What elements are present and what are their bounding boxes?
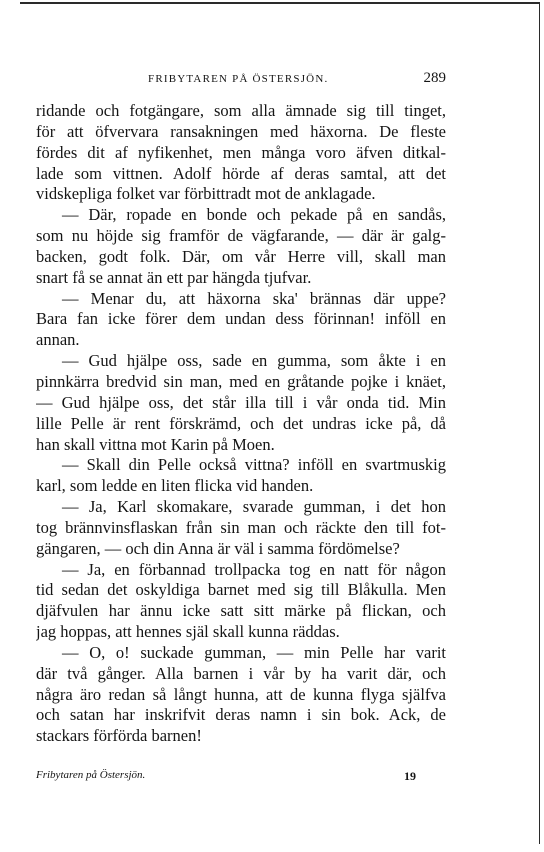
text-line: — O, o! suckade gumman, — min Pelle har varit xyxy=(62,642,446,662)
text-line: gängaren, — och din Anna är väl i samma fördömelse? xyxy=(36,538,400,558)
footer-title: Fribytaren på Östersjön. xyxy=(36,769,146,781)
text-line: jag hoppas, att hennes själ skall kunna räddas. xyxy=(36,622,340,642)
text-line: vidskepliga folket var förbittradt mot de anklagade. xyxy=(36,184,376,204)
text-line: tid sedan det oskyldiga barnet med sig till Blåkulla. Men xyxy=(36,580,446,600)
text-line: ridande och fotgängare, som alla ämnade sig till tinget, xyxy=(36,101,446,120)
text-line: djäfvulen har ännu icke satt sitt märke på flickan, och xyxy=(36,601,446,621)
text-line: för att öfvervara ransakningen med häxorna. De fleste xyxy=(36,121,446,141)
text-line: snart få se annat än ett par hängda tjufvar. xyxy=(36,267,312,287)
text-line: lille Pelle är rent förskrämd, och det undras icke på, då xyxy=(36,413,446,433)
text-line: där två gånger. Alla barnen i vår by ha varit där, och xyxy=(36,663,446,683)
text-line: — Gud hjälpe oss, sade en gumma, som åkte i en xyxy=(62,351,446,371)
text-line: han skall vittna mot Karin på Moen. xyxy=(36,434,275,454)
text-line: några äro redan så långt hunna, att de kunna flyga själfva xyxy=(36,684,446,704)
text-line: — Skall din Pelle också vittna? inföll en svartmuskig xyxy=(62,455,446,475)
text-line: annan. xyxy=(36,330,80,350)
text-line: som nu höjde sig framför de vägfarande, — där är galg- xyxy=(36,226,446,246)
text-line: Bara fan icke förer dem undan dess förinnan! inföll en xyxy=(36,309,446,329)
running-title: FRIBYTAREN PÅ ÖSTERSJÖN. xyxy=(148,73,329,85)
text-line: lade som vittnen. Adolf hörde af deras samtal, att det xyxy=(36,163,446,183)
right-border-line xyxy=(539,2,540,844)
text-line: och satan har inskrifvit deras namn i sin bok. Ack, de xyxy=(36,705,446,725)
signature-mark: 19 xyxy=(404,769,416,783)
text-line: — Menar du, att häxorna ska' brännas där uppe? xyxy=(62,288,446,308)
top-border-line xyxy=(20,2,540,4)
text-line: — Gud hjälpe oss, det står illa till i vår onda tid. Min xyxy=(36,392,446,412)
text-line: fördes dit af nyfikenhet, men många voro äfven ditkal- xyxy=(36,142,446,162)
page-header xyxy=(36,70,446,90)
text-line: — Ja, en förbannad trollpacka tog en natt för någon xyxy=(62,559,446,579)
text-line: tog brännvinsflaskan från sin man och räckte den till fot- xyxy=(36,517,446,537)
page-footer xyxy=(36,769,446,785)
body-text xyxy=(36,101,446,747)
text-line: pinnkärra bredvid sin man, med en gråtande pojke i knäet, xyxy=(36,371,446,391)
text-line: — Ja, Karl skomakare, svarade gumman, i det hon xyxy=(62,497,446,517)
page-number: 289 xyxy=(423,70,446,86)
text-line: karl, som ledde en liten flicka vid handen. xyxy=(36,476,314,496)
text-line: backen, godt folk. Där, om vår Herre vill, skall man xyxy=(36,246,446,266)
text-line: stackars förförda barnen! xyxy=(36,726,202,746)
text-line: — Där, ropade en bonde och pekade på en sandås, xyxy=(62,205,446,225)
